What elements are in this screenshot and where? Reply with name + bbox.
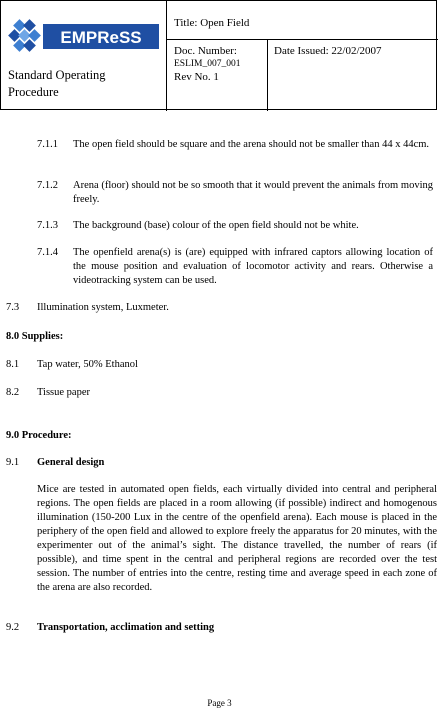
item-text: Tap water, 50% Ethanol (37, 359, 138, 370)
item-number: 7.3 (6, 302, 20, 313)
logo-text: EMPReSS (60, 28, 142, 47)
item-number: 7.1.2 (37, 180, 58, 191)
item-text: Tissue paper (37, 387, 90, 398)
item-number: 9.2 (6, 622, 20, 633)
item-text: The background (base) colour of the open field should not be white. (73, 220, 359, 231)
page-number: Page 3 (207, 698, 232, 708)
item-number: 8.1 (6, 359, 20, 370)
header-divider (166, 1, 167, 111)
item-number: 8.2 (6, 387, 20, 398)
item-text: The open field should be square and the arena should not be smaller than 44 x 44cm. (73, 139, 430, 150)
item-text: Illumination system, Luxmeter. (37, 302, 169, 313)
item-number: 7.1.3 (37, 220, 58, 231)
general-design-paragraph: Mice are tested in automated open fields, each virtually divided into central and peripheral regions. The open fields are placed in a room allowing (if possible) indirect and homogenous illumination (150-200 Lux in the centre of the openfield arena). Each mouse is placed in the periphery of the open field and allowed to explore freely the apparatus for 20 minutes, with the experimenter out of the animal’s sight. The distance travelled, the number of rears (if possible), and time spent in the central and peripheral regions are recorded over the test session. The number of entries into the centre, resting time and average speed in each zone of the arena are also recorded. (37, 484, 437, 593)
subsection-heading: General design (37, 457, 105, 468)
item-number: 7.1.1 (37, 139, 58, 150)
item-number: 9.1 (6, 457, 20, 468)
sop-label-line2: Procedure (8, 85, 59, 99)
section-heading-supplies: 8.0 Supplies: (6, 331, 64, 342)
logo-cube-icon (8, 19, 41, 52)
item-text: The openfield arena(s) is (are) equipped with infrared captors allowing location of the mouse position and evaluation of locomotor activity and rears. Otherwise a videotracking system can be used. (73, 247, 433, 286)
item-text: Arena (floor) should not be so smooth that it would prevent the animals from moving freely. (73, 180, 433, 205)
item-number: 7.1.4 (37, 247, 58, 258)
header-divider (166, 39, 438, 40)
doc-number: ESLIM_007_001 (174, 59, 241, 69)
header-divider (267, 39, 268, 111)
revision-number: Rev No. 1 (174, 71, 219, 83)
section-heading-procedure: 9.0 Procedure: (6, 430, 72, 441)
date-issued: Date Issued: 22/02/2007 (274, 45, 382, 57)
document-title: Title: Open Field (174, 17, 250, 29)
empress-logo (7, 15, 163, 59)
sop-label-line1: Standard Operating (8, 68, 106, 82)
doc-number-label: Doc. Number: (174, 45, 237, 57)
sop-label (8, 67, 106, 101)
subsection-heading: Transportation, acclimation and setting (37, 622, 215, 633)
document-header (0, 0, 437, 110)
document-number-block (174, 45, 241, 84)
